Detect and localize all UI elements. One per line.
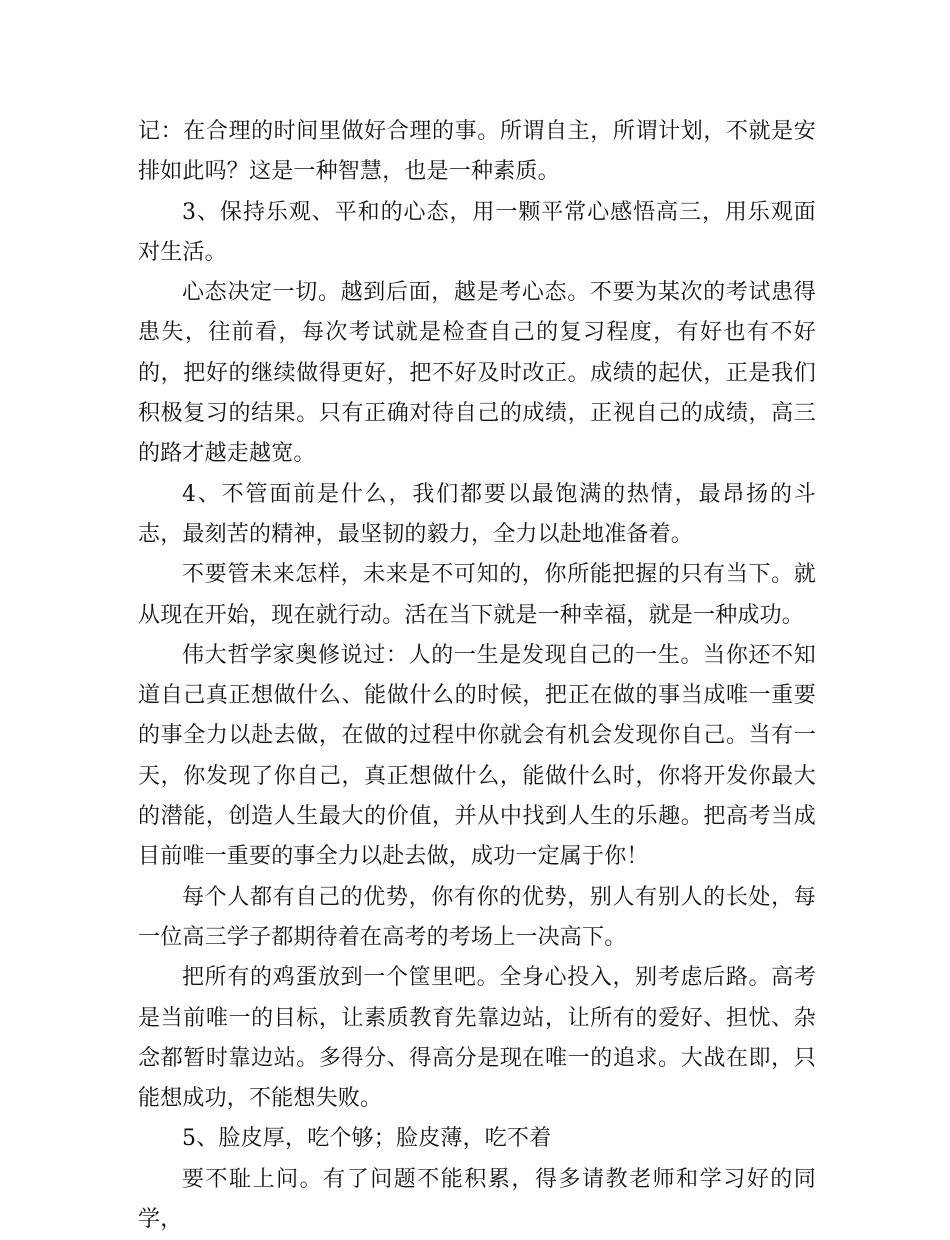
section-heading-4: 4、不管面前是什么，我们都要以最饱满的热情，最昂扬的斗志，最刻苦的精神，最坚韧的毅力，全力以赴地准备着。 [138,481,816,547]
document-body [138,112,816,1240]
section-heading-5: 5、脸皮厚，吃个够；脸皮薄，吃不着 [182,1126,552,1152]
paragraph-continuation: 记：在合理的时间里做好合理的事。所谓自主，所谓计划，不就是安排如此吗？这是一种智慧，也是一种素质。 [138,119,816,185]
paragraph-mindset: 心态决定一切。越到后面，越是考心态。不要为某次的考试患得患失，往前看，每次考试就是检查自己的复习程度，有好也有不好的，把好的继续做得更好，把不好及时改正。成绩的起伏，正是我们积极复习的结果。只有正确对待自己的成绩，正视自己的成绩，高三的路才越走越宽。 [138,280,816,467]
paragraph-advantages: 每个人都有自己的优势，你有你的优势，别人有别人的长处，每一位高三学子都期待着在高考的考场上一决高下。 [138,884,816,950]
paragraph-all-in: 把所有的鸡蛋放到一个筐里吧。全身心投入，别考虑后路。高考是当前唯一的目标，让素质教育先靠边站，让所有的爱好、担忧、杂念都暂时靠边站。多得分、得高分是现在唯一的追求。大战在即，只能想成功，不能想失败。 [138,965,816,1112]
paragraph-present: 不要管未来怎样，未来是不可知的，你所能把握的只有当下。就从现在开始，现在就行动。活在当下就是一种幸福，就是一种成功。 [138,562,816,628]
paragraph-ask-questions: 要不耻上问。有了问题不能积累，得多请教老师和学习好的同学， [138,1166,816,1233]
paragraph-osho-quote: 伟大哲学家奥修说过：人的一生是发现自己的一生。当你还不知道自己真正想做什么、能做什么的时候，把正在做的事当成唯一重要的事全力以赴去做，在做的过程中你就会有机会发现你自己。当有一天，你发现了你自己，真正想做什么，能做什么时，你将开发你最大的潜能，创造人生最大的价值，并从中找到人生的乐趣。把高考当成目前唯一重要的事全力以赴去做，成功一定属于你！ [138,642,816,870]
section-heading-3: 3、保持乐观、平和的心态，用一颗平常心感悟高三，用乐观面对生活。 [138,199,816,265]
